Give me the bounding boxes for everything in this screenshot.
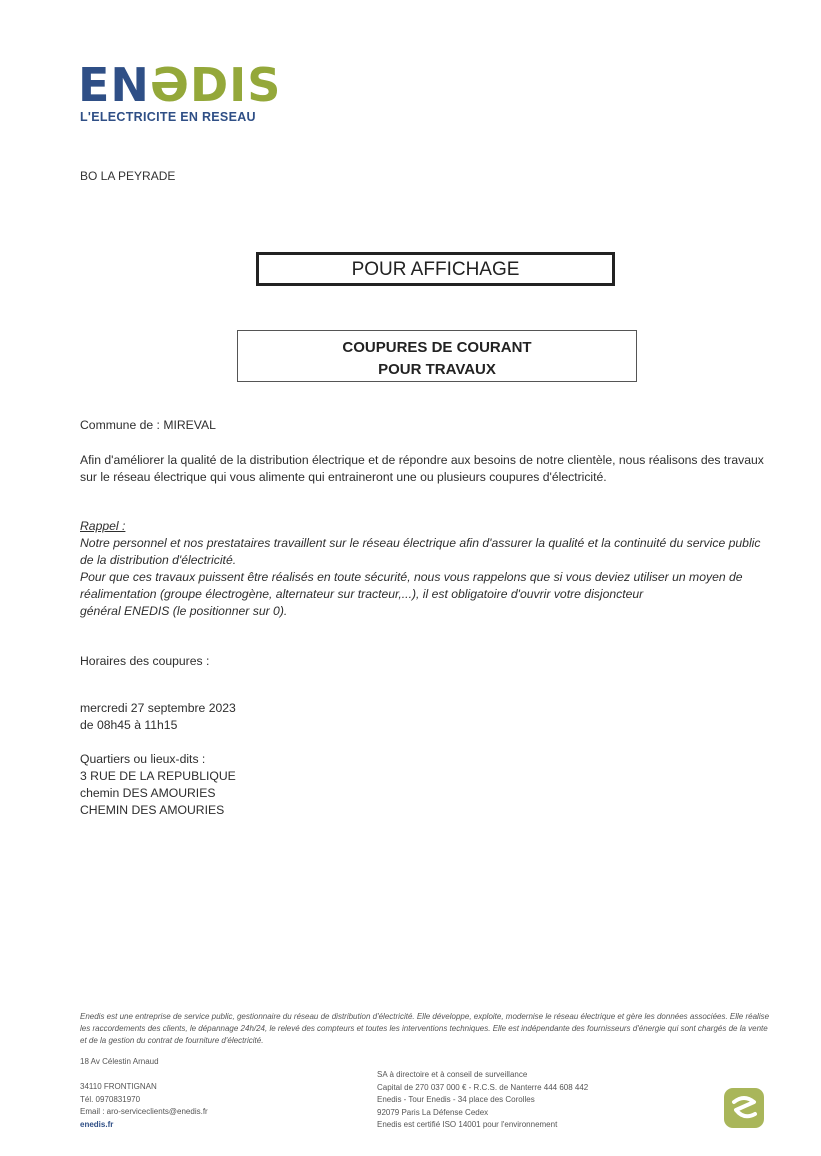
place-item: 3 RUE DE LA REPUBLIQUE <box>80 769 236 783</box>
logo-word-part2: ƏDIS <box>149 58 282 112</box>
subject-line-1: COUPURES DE COURANT <box>342 339 532 356</box>
subject-line-2: POUR TRAVAUX <box>378 361 496 378</box>
footer-legal-line-1: SA à directoire et à conseil de surveillance <box>377 1070 528 1079</box>
logo-tagline: L'ELECTRICITE EN RESEAU <box>80 110 256 124</box>
sender-office: BO LA PEYRADE <box>80 169 176 183</box>
schedule-date: mercredi 27 septembre 2023 <box>80 701 236 715</box>
reminder-heading: Rappel : <box>80 519 126 533</box>
footer-email: Email : aro-serviceclients@enedis.fr <box>80 1107 208 1116</box>
subject-box <box>237 330 637 382</box>
intro-paragraph: Afin d'améliorer la qualité de la distribution électrique et de répondre aux besoins de notre clientèle, nous réalisons des travaux sur le réseau électrique qui vous alimente qui entraineront une ou plusieurs coupures d'électricité. <box>80 453 764 484</box>
place-item: CHEMIN DES AMOURIES <box>80 803 225 817</box>
reminder-paragraph-2-line-2: réalimentation (groupe électrogène, alternateur sur tracteur,...), il est obligatoire d'ouvrir votre disjoncteur <box>80 587 644 601</box>
enedis-logo <box>78 60 281 110</box>
footer-left-block <box>80 1081 208 1131</box>
place-item: chemin DES AMOURIES <box>80 786 216 800</box>
footer-legal-line-2: Capital de 270 037 000 € - R.C.S. de Nanterre 444 608 442 <box>377 1082 589 1092</box>
display-title: POUR AFFICHAGE <box>256 252 615 286</box>
reminder-paragraph-2-line-1: Pour que ces travaux puissent être réalisés en toute sécurité, nous vous rappelons que si vous deviez utiliser un moyen de <box>80 570 743 584</box>
reminder-paragraph-2-line-3: général ENEDIS (le positionner sur 0). <box>80 604 288 618</box>
enedis-e-icon <box>722 1086 766 1130</box>
footer-legal-line-4: 92079 Paris La Défense Cedex <box>377 1107 489 1117</box>
schedule-label: Horaires des coupures : <box>80 654 210 668</box>
logo-word-part1: EN <box>78 58 150 112</box>
footer-address-1: 18 Av Célestin Arnaud <box>80 1057 159 1066</box>
commune: Commune de : MIREVAL <box>80 418 216 432</box>
footer-address-2: 34110 FRONTIGNAN <box>80 1082 157 1091</box>
schedule-time: de 08h45 à 11h15 <box>80 718 178 732</box>
reminder-paragraph-1: Notre personnel et nos prestataires travaillent sur le réseau électrique afin d'assurer la qualité et la continuité du service public de la distribution d'électricité. <box>80 536 761 567</box>
places-label: Quartiers ou lieux-dits : <box>80 752 206 766</box>
footer-tel: Tél. 0970831970 <box>80 1094 141 1104</box>
places-section <box>80 751 770 819</box>
footer-legal-line-3: Enedis - Tour Enedis - 34 place des Corolles <box>377 1095 535 1104</box>
footer-right-block <box>377 1069 588 1132</box>
reminder-section <box>80 518 770 620</box>
footer-site: enedis.fr <box>80 1119 114 1129</box>
footer-legal-line-5: Enedis est certifié ISO 14001 pour l'environnement <box>377 1120 558 1129</box>
footer-legal-text: Enedis est une entreprise de service public, gestionnaire du réseau de distribution d'électricité. Elle développe, exploite, modernise le réseau électrique et gère les données associées. Elle réalise les raccordements des clients, le dépannage 24h/24, le relevé des compteurs et toutes les interventions techniques. Elle est indépendante des fournisseurs d'énergie qui sont chargés de la vente et de la gestion du contrat de fourniture d'électricité. <box>80 1012 770 1045</box>
